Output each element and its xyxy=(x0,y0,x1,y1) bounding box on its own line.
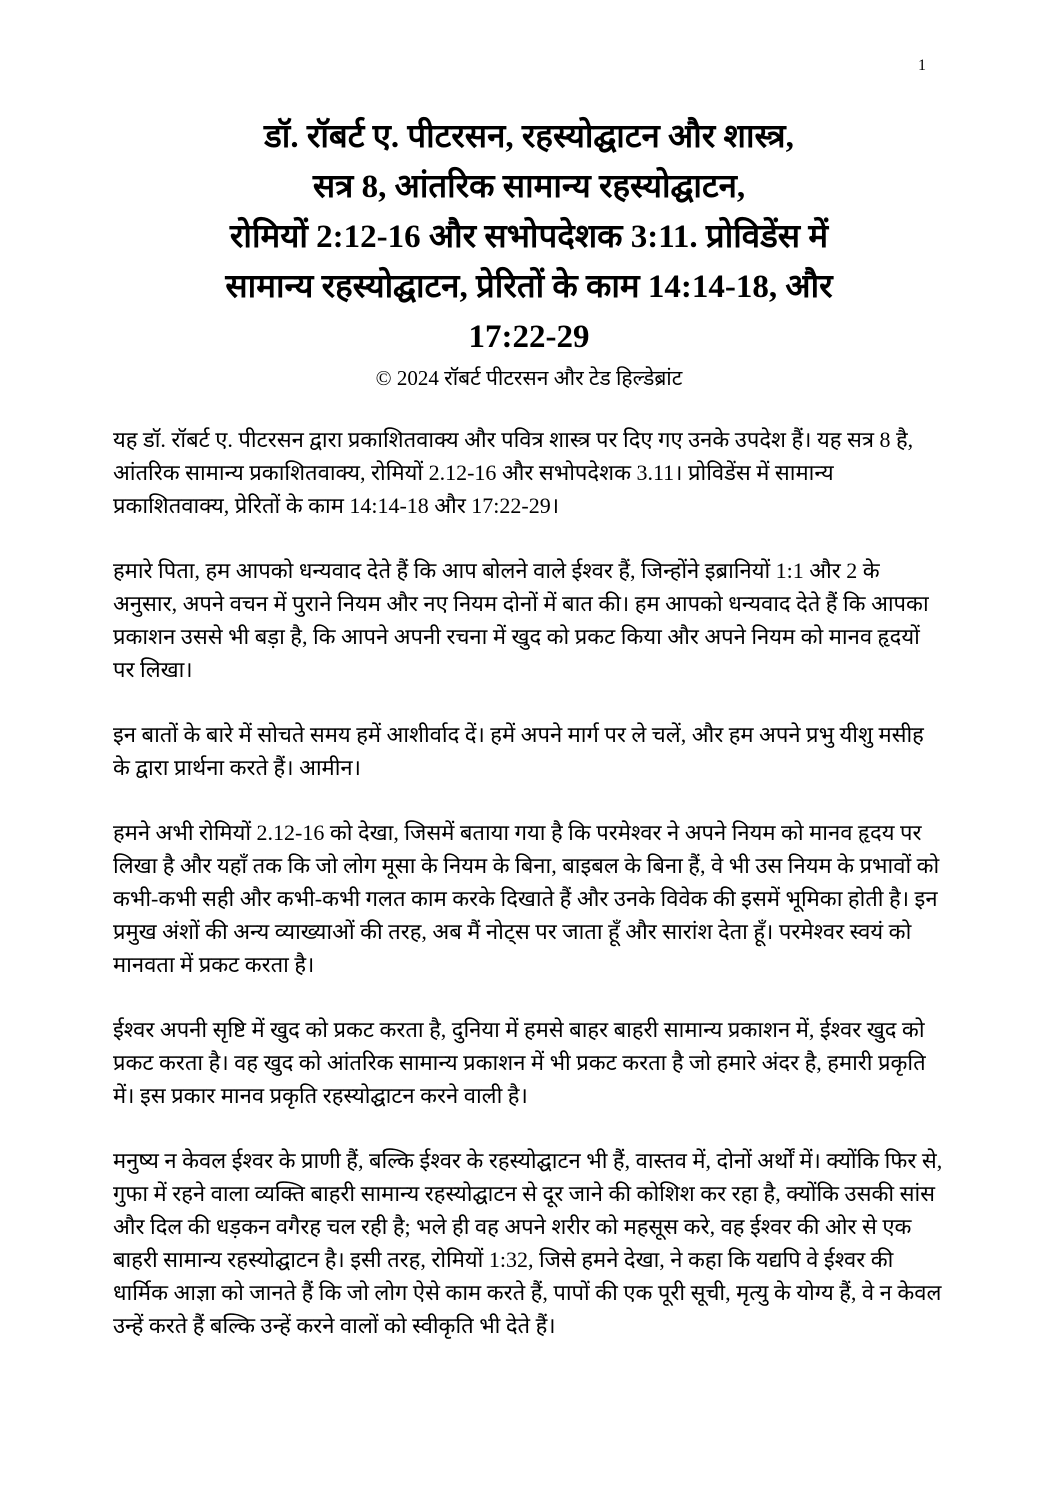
paragraph-1: यह डॉ. रॉबर्ट ए. पीटरसन द्वारा प्रकाशितवाक्य और पवित्र शास्त्र पर दिए गए उनके उपदेश हैं। यह सत्र 8 है, आंतरिक सामान्य प्रकाशितवाक्य, रोमियों 2.12-16 और सभोपदेशक 3.11। प्रोविडेंस में सामान्य प्रकाशितवाक्य, प्रेरितों के काम 14:14-18 और 17:22-29। xyxy=(113,427,914,518)
document-title-line-3: रोमियों 2:12-16 और सभोपदेशक 3:11. प्रोविडेंस में xyxy=(229,219,829,255)
paragraph-2: हमारे पिता, हम आपको धन्यवाद देते हैं कि आप बोलने वाले ईश्वर हैं, जिन्होंने इब्रानियों 1:1 और 2 के अनुसार, अपने वचन में पुराने नियम और नए नियम दोनों में बात की। हम आपको धन्यवाद देते हैं कि आपका प्रकाशन उससे भी बड़ा है, कि आपने अपनी रचना में खुद को प्रकट किया और अपने नियम को मानव हृदयों पर लिखा। xyxy=(113,558,929,682)
copyright-line: © 2024 रॉबर्ट पीटरसन और टेड हिल्डेब्रांट xyxy=(375,366,683,390)
paragraph-3: इन बातों के बारे में सोचते समय हमें आशीर्वाद दें। हमें अपने मार्ग पर ले चलें, और हम अपने प्रभु यीशु मसीह के द्वारा प्रार्थना करते हैं। आमीन। xyxy=(113,722,924,780)
paragraph-6: मनुष्य न केवल ईश्वर के प्राणी हैं, बल्कि ईश्वर के रहस्योद्घाटन भी हैं, वास्तव में, दोनों अर्थों में। क्योंकि फिर से, गुफा में रहने वाला व्यक्ति बाहरी सामान्य रहस्योद्घाटन से दूर जाने की कोशिश कर रहा है, क्योंकि उसकी सांस और दिल की धड़कन वगैरह चल रही है; भले ही वह अपने शरीर को महसूस करे, वह ईश्वर की ओर से एक बाहरी सामान्य रहस्योद्घाटन है। इसी तरह, रोमियों 1:32, जिसे हमने देखा, ने कहा कि यद्यपि वे ईश्वर की धार्मिक आज्ञा को जानते हैं कि जो लोग ऐसे काम करते हैं, पापों की एक पूरी सूची, मृत्यु के योग्य हैं, वे न केवल उन्हें करते हैं बल्कि उन्हें करने वालों को स्वीकृति भी देते हैं। xyxy=(113,1148,943,1338)
document-title-line-1: डॉ. रॉबर्ट ए. पीटरसन, रहस्योद्घाटन और शास्त्र, xyxy=(264,119,794,155)
paragraph-4: हमने अभी रोमियों 2.12-16 को देखा, जिसमें बताया गया है कि परमेश्वर ने अपने नियम को मानव हृदय पर लिखा है और यहाँ तक कि जो लोग मूसा के नियम के बिना, बाइबल के बिना हैं, वे भी उस नियम के प्रभावों को कभी-कभी सही और कभी-कभी गलत काम करके दिखाते हैं और उनके विवेक की इसमें भूमिका होती है। इन प्रमुख अंशों की अन्य व्याख्याओं की तरह, अब मैं नोट्स पर जाता हूँ और सारांश देता हूँ। परमेश्वर स्वयं को मानवता में प्रकट करता है। xyxy=(113,820,940,977)
document-title-line-4: सामान्य रहस्योद्घाटन, प्रेरितों के काम 14:14-18, और xyxy=(225,269,833,305)
document-body xyxy=(113,423,946,1342)
document-title xyxy=(64,0,994,362)
paragraph-5: ईश्वर अपनी सृष्टि में खुद को प्रकट करता है, दुनिया में हमसे बाहर बाहरी सामान्य प्रकाशन में, ईश्वर खुद को प्रकट करता है। वह खुद को आंतरिक सामान्य प्रकाशन में भी प्रकट करता है जो हमारे अंदर है, हमारी प्रकृति में। इस प्रकार मानव प्रकृति रहस्योद्घाटन करने वाली है। xyxy=(113,1017,926,1108)
page-number: 1 xyxy=(918,57,926,74)
document-title-line-2: सत्र 8, आंतरिक सामान्य रहस्योद्घाटन, xyxy=(312,169,746,205)
document-title-line-5: 17:22-29 xyxy=(468,319,590,355)
